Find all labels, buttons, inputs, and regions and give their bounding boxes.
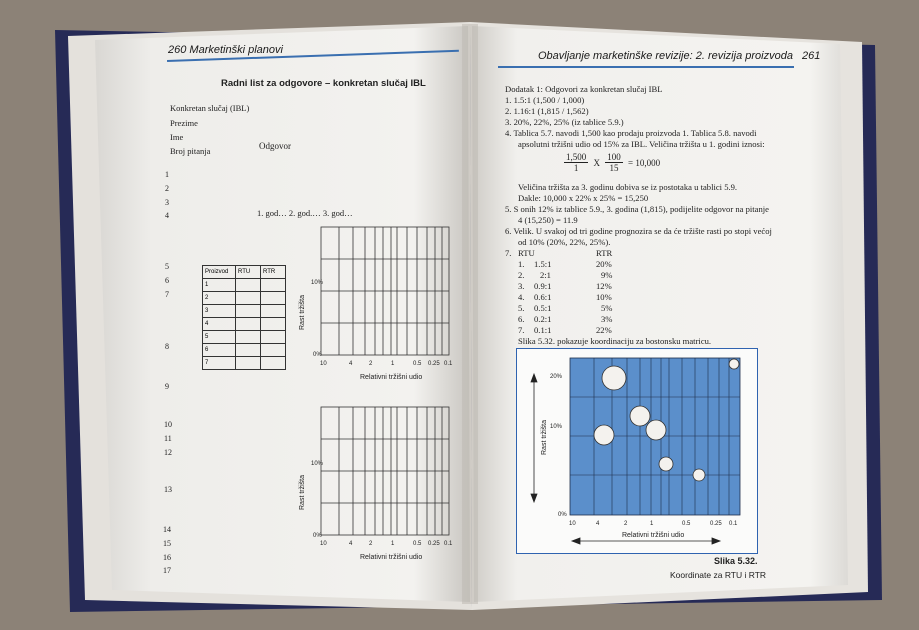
answer-number: 2. — [505, 106, 512, 116]
table-cell: 1 — [203, 279, 236, 292]
rtu-row-number: 7. — [518, 325, 525, 335]
table-cell[interactable] — [261, 292, 286, 305]
table-row — [203, 331, 286, 344]
answer-line — [505, 117, 624, 127]
answer-text: S onih 12% iz tablice 5.9., 3. godina (1,815), podijelite odgovor na pitanje — [513, 204, 769, 214]
x-tick: 0.5 — [413, 541, 422, 547]
question-number: 9 — [165, 382, 169, 391]
y-tick: 10% — [311, 280, 324, 286]
rtr-value: 12% — [596, 281, 612, 291]
table-row — [203, 344, 286, 357]
table-cell: 3 — [203, 305, 236, 318]
answer-line — [505, 106, 589, 116]
figure-caption-text: Koordinate za RTU i RTR — [670, 570, 767, 580]
rtu-value: 0.5:1 — [534, 303, 552, 313]
table-cell[interactable] — [236, 292, 261, 305]
question-number: 4 — [165, 211, 169, 220]
answer-text: Tablica 5.7. navodi 1,500 kao prodaju proizvoda 1. Tablica 5.8. navodi — [513, 128, 757, 138]
answer-text: 1.5:1 (1,500 / 1,000) — [513, 95, 585, 105]
answer-text: 4 (15,250) = 11.9 — [518, 215, 578, 225]
bubble-product-2 — [594, 425, 614, 445]
answer-line — [505, 128, 756, 138]
table-cell[interactable] — [261, 318, 286, 331]
x-tick: 0.25 — [710, 521, 722, 527]
y-tick: 0% — [313, 352, 322, 358]
table-cell[interactable] — [261, 357, 286, 370]
question-number: 7 — [165, 290, 169, 299]
table-header-cell: RTR — [261, 266, 286, 279]
rtr-value: 10% — [596, 292, 612, 302]
table-cell[interactable] — [236, 318, 261, 331]
x-axis-label: Relativni tržišni udio — [622, 532, 685, 539]
answer-text: Veličina tržišta za 3. godinu dobiva se iz postotaka u tablici 5.9. — [518, 182, 738, 192]
answer-text: 1.16:1 (1,815 / 1,562) — [513, 106, 589, 116]
table-row — [203, 305, 286, 318]
table-cell[interactable] — [261, 305, 286, 318]
rtu-value: 0.1:1 — [534, 325, 552, 335]
table-row — [203, 292, 286, 305]
y-tick: 10% — [550, 424, 563, 430]
x-tick: 10 — [320, 541, 327, 547]
rtu-value: 0.9:1 — [534, 281, 552, 291]
table-cell: 4 — [203, 318, 236, 331]
rtr-value: 3% — [601, 314, 613, 324]
question-number: 14 — [163, 525, 171, 534]
x-tick: 2 — [624, 521, 628, 527]
fraction-numerator: 1,500 — [566, 152, 587, 162]
x-tick: 10 — [569, 521, 576, 527]
formula-result: = 10,000 — [628, 157, 661, 168]
header-rule — [498, 66, 794, 68]
y-axis-label: Rast tržišta — [299, 474, 306, 510]
table-cell[interactable] — [261, 331, 286, 344]
y-tick: 0% — [558, 512, 567, 518]
left-page — [115, 30, 465, 590]
x-axis-label: Relativni tržišni udio — [360, 374, 423, 381]
x-tick: 0.25 — [428, 361, 440, 367]
rtu-value: 0.6:1 — [534, 292, 552, 302]
table-row — [203, 279, 286, 292]
rtu-row-number: 3. — [518, 281, 525, 291]
table-cell: 5 — [203, 331, 236, 344]
table-cell[interactable] — [236, 305, 261, 318]
answer-text: Dakle: 10,000 x 22% x 25% = 15,250 — [518, 193, 649, 203]
table-cell[interactable] — [236, 279, 261, 292]
table-header-cell: RTU — [236, 266, 261, 279]
x-tick: 4 — [349, 541, 353, 547]
figure-reference: Slika 5.32. pokazuje koordinaciju za bostonsku matricu. — [518, 336, 712, 346]
bubble-product-7 — [729, 359, 739, 369]
question-number: 2 — [165, 184, 169, 193]
blank-bcg-grid-2 — [295, 405, 455, 545]
question-number: 17 — [163, 566, 171, 575]
x-tick: 0.5 — [682, 521, 691, 527]
answer-line — [505, 204, 769, 214]
answer-label: Odgovor — [259, 141, 291, 151]
rtr-column-header: RTR — [596, 248, 613, 258]
table-cell[interactable] — [236, 357, 261, 370]
x-tick: 1 — [391, 541, 395, 547]
y-axis-label: Rast tržišta — [299, 294, 306, 330]
fraction-denominator: 15 — [609, 163, 619, 173]
y-tick: 20% — [550, 374, 563, 380]
table-cell[interactable] — [261, 279, 286, 292]
question-number: 15 — [163, 539, 171, 548]
worksheet-title: Radni list za odgovore – konkretan slučaj IBL — [221, 78, 426, 89]
intro-text: Dodatak 1: Odgovori za konkretan slučaj IBL — [505, 84, 663, 94]
question-number: 8 — [165, 342, 169, 351]
x-tick: 0.25 — [428, 541, 440, 547]
x-tick: 2 — [369, 541, 373, 547]
answer-number: 1. — [505, 95, 512, 105]
table-cell: 7 — [203, 357, 236, 370]
answer-text: 20%, 22%, 25% (iz tablice 5.9.) — [513, 117, 624, 127]
product-table — [202, 265, 286, 370]
y-tick: 0% — [313, 533, 322, 539]
question-number: 11 — [164, 434, 172, 443]
question-number: 6 — [165, 276, 169, 285]
page-number: 261 — [802, 50, 821, 62]
table-header-cell: Proizvod — [203, 266, 236, 279]
rtu-row-number: 4. — [518, 292, 525, 302]
answer-number: 4. — [505, 128, 512, 138]
table-cell: 6 — [203, 344, 236, 357]
x-tick: 1 — [650, 521, 654, 527]
left-page-header — [168, 44, 283, 56]
question-number: 5 — [165, 262, 169, 271]
question-number: 3 — [165, 198, 169, 207]
answer-number: 6. — [505, 226, 512, 236]
x-axis-label: Relativni tržišni udio — [360, 554, 423, 561]
rtr-value: 20% — [596, 259, 612, 269]
answer-text: apsolutni tržišni udio od 15% za IBL. Veličina tržišta u 1. godini iznosi: — [518, 139, 765, 149]
x-tick: 4 — [596, 521, 600, 527]
x-tick: 0.1 — [729, 521, 738, 527]
name-label: Ime — [170, 132, 184, 142]
question-number: 16 — [163, 553, 171, 562]
rtr-value: 9% — [601, 270, 613, 280]
rtu-column-header: RTU — [518, 248, 535, 258]
rtr-value: 5% — [601, 303, 613, 313]
rtu-row-number: 1. — [518, 259, 525, 269]
answer-line — [505, 95, 584, 105]
y-axis-label: Rast tržišta — [541, 419, 548, 455]
bubble-product-5 — [659, 457, 673, 471]
answer-line — [505, 226, 772, 236]
question-number: 13 — [164, 485, 172, 494]
bubble-product-6 — [693, 469, 705, 481]
x-tick: 4 — [349, 361, 353, 367]
x-tick: 0.1 — [444, 541, 453, 547]
times-sign: X — [593, 157, 600, 168]
rtu-value: 2:1 — [540, 270, 551, 280]
fraction-denominator: 1 — [573, 163, 579, 173]
table-cell[interactable] — [261, 344, 286, 357]
bubble-product-4 — [646, 420, 666, 440]
page-number: 260 — [168, 44, 187, 56]
figure-caption-title: Slika 5.32. — [714, 556, 758, 566]
fraction-numerator: 100 — [607, 152, 621, 162]
running-title: Obavljanje marketinške revizije: 2. revizija proizvoda — [538, 50, 793, 62]
rtu-row-number: 5. — [518, 303, 525, 313]
table-cell[interactable] — [236, 344, 261, 357]
question-number: 12 — [164, 448, 172, 457]
question-number: 10 — [164, 420, 172, 429]
right-page-header — [538, 50, 820, 62]
rtu-value: 0.2:1 — [534, 314, 552, 324]
table-cell: 2 — [203, 292, 236, 305]
answer-number: 7. — [505, 248, 512, 258]
answer-text: Velik. U svakoj od tri godine prognozira se da će tržište rasti po stopi većoj — [513, 226, 772, 236]
right-page — [478, 30, 838, 590]
rtr-value: 22% — [596, 325, 612, 335]
year-line: 1. god… 2. god.… 3. god… — [257, 208, 353, 218]
y-tick: 10% — [311, 461, 324, 467]
running-title: Marketinški planovi — [189, 44, 283, 56]
x-tick: 0.5 — [413, 361, 422, 367]
bubble-product-3 — [630, 406, 650, 426]
surname-label: Prezime — [170, 118, 198, 128]
rtu-row-number: 6. — [518, 314, 525, 324]
formula — [564, 152, 660, 173]
answer-number: 5. — [505, 204, 512, 214]
rtu-row-number: 2. — [518, 270, 525, 280]
table-cell[interactable] — [236, 331, 261, 344]
table-row — [203, 357, 286, 370]
table-row — [203, 318, 286, 331]
x-tick: 2 — [369, 361, 373, 367]
answer-text: od 10% (20%, 22%, 25%). — [518, 237, 611, 247]
question-number: 1 — [165, 170, 169, 179]
x-tick: 1 — [391, 361, 395, 367]
question-number-label: Broj pitanja — [170, 146, 211, 156]
bubble-product-1 — [602, 366, 626, 390]
answer-number: 3. — [505, 117, 512, 127]
case-label: Konkretan slučaj (IBL) — [170, 103, 250, 113]
x-tick: 10 — [320, 361, 327, 367]
x-tick: 0.1 — [444, 361, 453, 367]
table-header-row — [203, 266, 286, 279]
rtu-value: 1.5:1 — [534, 259, 552, 269]
